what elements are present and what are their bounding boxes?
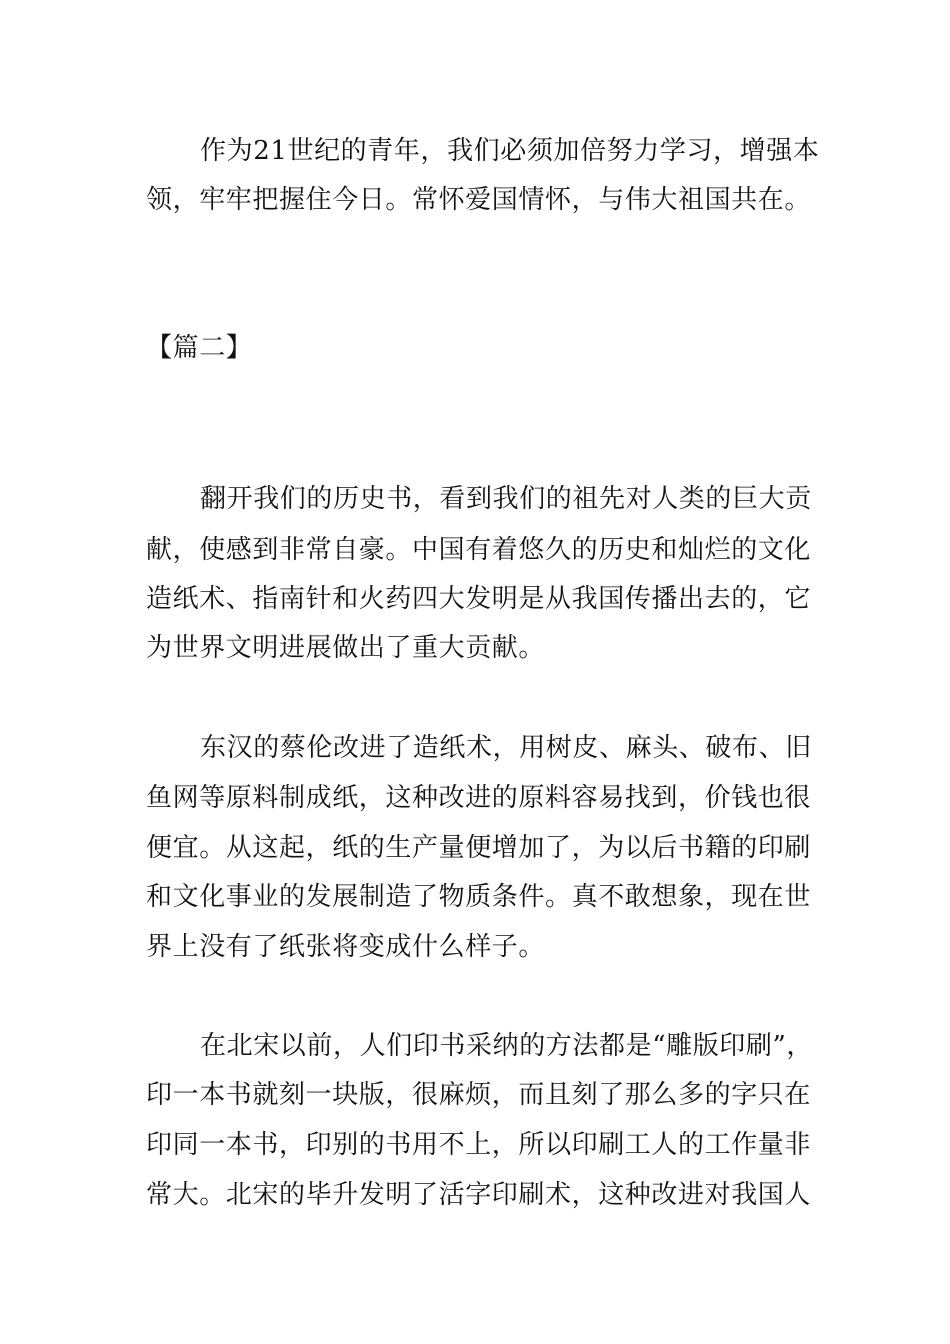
- paragraph-3-line-5: 界上没有了纸张将变成什么样子。: [146, 932, 546, 962]
- paragraph-2-line-4: 为世界文明进展做出了重大贡献。: [146, 633, 546, 663]
- paragraph-3-line-3: 便宜。从这起，纸的生产量便增加了，为以后书籍的印刷: [146, 833, 812, 863]
- paragraph-2-line-3: 造纸术、指南针和火药四大发明是从我国传播出去的，它: [146, 584, 812, 614]
- paragraph-3-line-4: 和文化事业的发展制造了物质条件。真不敢想象，现在世: [146, 882, 812, 912]
- section-heading: 【篇二】: [146, 333, 253, 363]
- paragraph-2-line-1: 翻开我们的历史书，看到我们的祖先对人类的巨大贡: [200, 484, 812, 514]
- paragraph-4-line-3: 印同一本书，印别的书用不上，所以印刷工人的工作量非: [146, 1130, 812, 1160]
- paragraph-4-line-4: 常大。北宋的毕升发明了活字印刷术，这种改进对我国人: [146, 1180, 812, 1210]
- paragraph-3-line-1: 东汉的蔡伦改进了造纸术，用树皮、麻头、破布、旧: [200, 733, 812, 763]
- paragraph-1-line-2: 领，牢牢把握住今日。常怀爱国情怀，与伟大祖国共在。: [146, 185, 812, 215]
- paragraph-3-line-2: 鱼网等原料制成纸，这种改进的原料容易找到，价钱也很: [146, 783, 812, 813]
- paragraph-2-line-2: 献，使感到非常自豪。中国有着悠久的历史和灿烂的文化: [146, 535, 812, 565]
- paragraph-4-line-1: 在北宋以前，人们印书采纳的方法都是“雕版印刷”，: [200, 1031, 813, 1061]
- paragraph-1-line-1: 作为21世纪的青年，我们必须加倍努力学习，增强本: [200, 136, 820, 166]
- paragraph-4-line-2: 印一本书就刻一块版，很麻烦，而且刻了那么多的字只在: [146, 1080, 812, 1110]
